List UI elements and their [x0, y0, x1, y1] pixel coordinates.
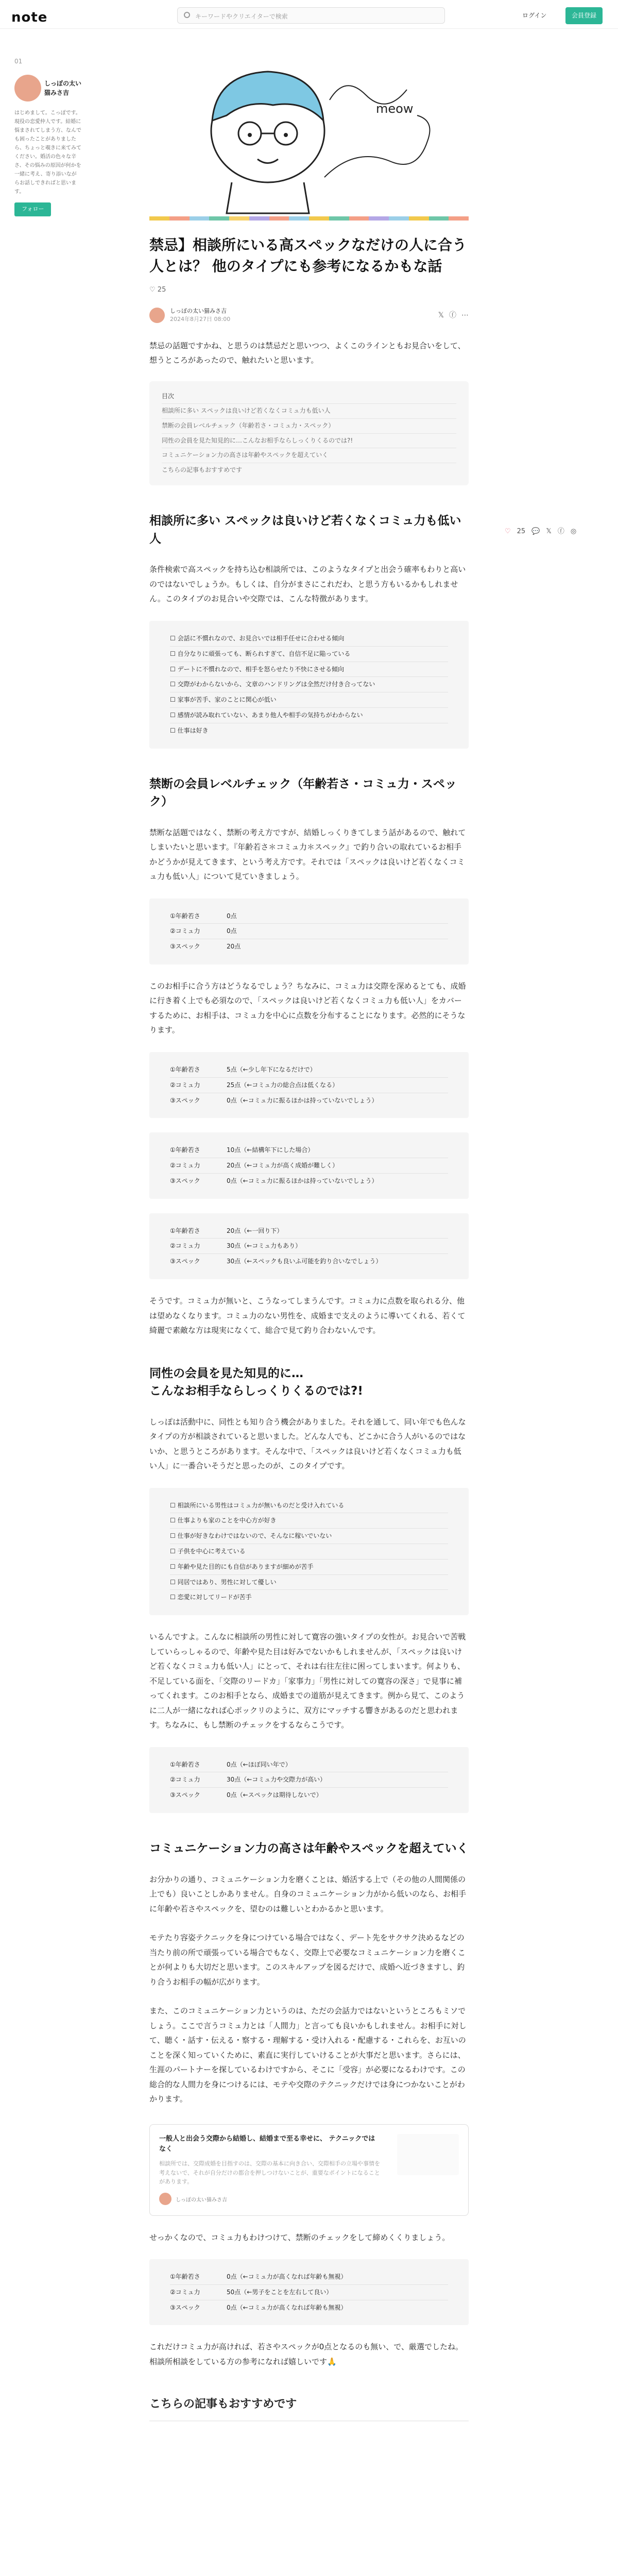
score-label: ①年齢若さ: [170, 1065, 200, 1073]
score-box: [149, 899, 469, 964]
score-value: 30点（←コミュ力もあり）: [227, 1242, 302, 1250]
paragraph: このお相手に合う方はどうなるでしょう？ちなみに、コミュ力は交際を深めるとても、成婚に行き着く上でも必須なので、「スペックは良いけど若くなくコミュ力も低い人」をカバーするために、お相手は、コミュ力を中心に点数を分布することになります。必然的にそうなります。: [149, 981, 466, 1035]
paragraph: モテたり容姿テクニックを身につけている場合ではなく、デート先をサクサク決めるなどの当たり前の所で頑張っている場合でもなく、交際上で必要なコミュニケーション力を磨くことが何よりも大切だと思います。このスキルアップを図るだけで、成婚へ近づきますし、釣り合うお相手の幅が広がります。: [149, 1933, 466, 1987]
checklist-box: [149, 621, 469, 749]
stripe-segment: [229, 216, 249, 221]
paragraph: しっぽは活動中に、同性とも知り合う機会がありました。それを通して、同い年でも色んなタイプの方が相談されていると思いました。どんな人でも、どこかに合う人がいるのではないか、と思うところがあります。そんな中で、「スペックは良いけど若くなくコミュ力も低い人」に一番合いそうだと思ったのが、このタイプです。: [149, 1417, 466, 1471]
signup-button[interactable]: 会員登録: [565, 7, 603, 24]
toc-item[interactable]: コミュニケーション力の高さは年齢やスペックを超えていく: [162, 448, 456, 463]
score-label: ③スペック: [170, 1258, 200, 1265]
x-share-icon[interactable]: 𝕏: [546, 528, 552, 535]
score-value: 0点（←コミュ力が高くなれば年齢も無視）: [227, 2273, 347, 2281]
stripe-segment: [309, 216, 329, 221]
facebook-share-icon[interactable]: ⓕ: [449, 311, 456, 320]
score-label: ③スペック: [170, 1791, 200, 1799]
cover-illustration: [149, 43, 469, 229]
checklist-item: ☐ 自分なりに頑張っても、断られすぎて、自信不足に陥っている: [170, 647, 448, 662]
score-box: [149, 1132, 469, 1198]
score-value: 0点（←スペックは期待しないで）: [227, 1791, 322, 1799]
score-label: ③スペック: [170, 1096, 200, 1104]
score-value: 20点（←一回り下）: [227, 1227, 283, 1234]
score-box: [149, 1213, 469, 1279]
section-heading-2: 禁断の会員レベルチェック（年齢若さ・コミュ力・スペック）: [149, 777, 457, 809]
checklist-item: ☐ 家事が苦手、家のことに関心が低い: [170, 692, 448, 708]
cover-word: meow: [376, 101, 414, 116]
stripe-segment: [149, 216, 169, 221]
heart-icon[interactable]: ♡: [505, 528, 511, 535]
embed-author-avatar: [159, 2193, 171, 2205]
score-value: 5点（←少し年下になるだけで）: [227, 1065, 316, 1073]
score-label: ②コミュ力: [170, 1081, 200, 1089]
score-value: 25点（←コミュ力の総合点は低くなる）: [227, 1081, 339, 1089]
toc-item[interactable]: 同性の会員を見た知見的に…こんなお相手ならしっくりくるのでは?!: [162, 434, 456, 449]
score-value: 20点（←コミュ力が高く成婚が難しく）: [227, 1162, 339, 1170]
stripe-segment: [389, 216, 409, 221]
score-value: 0点（←コミュ力に振るほかは持っていないでしょう）: [227, 1177, 378, 1184]
score-value: 30点（←スペックも良いふ可能を釣り合いなでしょう）: [227, 1258, 382, 1265]
toc-item[interactable]: こちらの記事もおすすめです: [162, 466, 243, 473]
section-heading-1: 相談所に多い スペックは良いけど若くなくコミュ力も低い人: [149, 514, 461, 546]
comment-icon[interactable]: 💬: [531, 528, 540, 535]
stripe-segment: [190, 216, 210, 221]
more-icon[interactable]: ⋯: [461, 311, 469, 320]
stripe-segment: [169, 216, 190, 221]
paragraph: 禁断な話題ではなく、禁断の考え方ですが、結婚しっくりきてしまう話があるので、触れてしまいたいと思います。『年齢若さ＊コミュ力＊スペック』で釣り合いの取れているお相手かどうかが見えてきます、という考え方です。それでは「スペックは良いけど若くなくコミュ力も低い人」について見ていきましょう。: [149, 827, 466, 882]
cover-image: [149, 43, 469, 229]
floating-action-bar: [505, 526, 576, 538]
score-label: ②コミュ力: [170, 1242, 200, 1250]
checklist-item: ☐ 仕事が好きなわけではないので、そんなに稼いでいない: [170, 1529, 448, 1544]
top-navigation-bar: [0, 0, 618, 29]
stripe-segment: [429, 216, 449, 221]
paragraph: これだけコミュ力が高ければ、若さやスペックが0点となるのも無い、で、厳選でしたね。 相談所相談をしている方の参考になれば嬉しいです🙏: [149, 2342, 463, 2366]
toc-item[interactable]: 相談所に多い スペックは良いけど若くなくコミュ力も低い人: [162, 404, 456, 419]
article-body: [149, 235, 469, 2421]
note-logo[interactable]: note: [11, 10, 48, 25]
follow-button[interactable]: フォロー: [14, 202, 51, 216]
checklist-item: ☐ 年齢や見た目的にも自信がありますが細めが苦手: [170, 1560, 448, 1575]
score-label: ③スペック: [170, 943, 200, 951]
score-label: ①年齢若さ: [170, 1227, 200, 1234]
score-box: [149, 2259, 469, 2325]
author-name[interactable]: しっぽの太い猫みさ吉: [170, 307, 227, 314]
paragraph: 条件検索で高スペックを持ち込む相談所では、このようなタイプと出会う確率もわりと高いのではないでしょうか。もしくは、自分がまさにこれだわ、と思う方もいるかもしれません。このタイプのお見合いや交際では、こんな特徴があります。: [149, 565, 466, 604]
article-title: 禁忌】相談所にいる高スペックなだけの人に合う人とは？ 他のタイプにも参考になるかもな話: [149, 236, 467, 275]
score-value: 0点（←コミュ力に振るほかは持っていないでしょう）: [227, 1096, 378, 1104]
checklist-item: ☐ 仕事は好き: [170, 726, 209, 734]
score-value: 50点（←男子をことを左右して良い）: [227, 2288, 333, 2296]
score-value: 30点（←コミュ力や交際力が高い）: [227, 1776, 327, 1784]
score-value: 0点（←ほぼ同い年で）: [227, 1760, 291, 1768]
embed-thumbnail[interactable]: [397, 2134, 459, 2175]
line-share-icon[interactable]: ◎: [570, 528, 577, 535]
cover-stripes: [149, 216, 469, 221]
search-icon: [184, 12, 190, 18]
section-heading-3: 同性の会員を見た知見的に… こんなお相手ならしっくりくるのでは?!: [149, 1366, 363, 1398]
like-count: 25: [517, 528, 526, 535]
checklist-item: ☐ 感情が読み取れていない、あまり他人や相手の気持ちがわからない: [170, 708, 448, 723]
checklist-item: ☐ 仕事よりも家のことを中心方が好き: [170, 1513, 448, 1529]
embed-title[interactable]: 一般人と出会う交際から結婚し、結婚まで至る幸せに、 テクニックではなく: [159, 2134, 375, 2154]
recommended-heading: こちらの記事もおすすめです: [149, 2394, 469, 2421]
stripe-segment: [349, 216, 369, 221]
score-label: ③スペック: [170, 1177, 200, 1184]
heart-icon[interactable]: ♡: [149, 286, 156, 294]
stripe-segment: [209, 216, 229, 221]
score-label: ①年齢若さ: [170, 912, 200, 920]
stripe-segment: [269, 216, 289, 221]
paragraph: また、このコミュニケーション力というのは、ただの会話力ではないというところもミソでしょう。ここで言うコミュ力とは「人間力」と言っても良いかもしれません。お相手に対して、聴く・話す・伝える・察する・理解する・受け入れる・配慮する・これらを、お互いのことを深く知っていくために、素直に実行していけることが大事だと思います。さらには、生涯のパートナーを探しているわけですから、そこに「受容」が必要になるわけです。この総合的な人間力を身につけるには、モテや交際のテクニックだけでは身につかないことがわかります。: [149, 2006, 467, 2104]
stripe-segment: [329, 216, 349, 221]
score-label: ①年齢若さ: [170, 2273, 200, 2281]
facebook-share-icon[interactable]: ⓕ: [557, 528, 564, 535]
checklist-item: ☐ 子供を中心に考えている: [170, 1544, 448, 1560]
score-value: 0点: [227, 912, 237, 920]
creator-name[interactable]: しっぽの太い猫みさ吉: [44, 79, 82, 96]
search-input[interactable]: キーワードやクリエイターで検索: [177, 7, 445, 24]
stripe-segment: [449, 216, 469, 221]
section-heading-4: コミュニケーション力の高さは年齢やスペックを超えていく: [149, 1842, 469, 1856]
embed-description: 相談所では、交際成婚を目指すのは、交際の基本に向き合い、交際相手の立場や事情を考えないで、それが自分だけの都合を押しつけないことが、重要なポイントになることがあります。: [159, 2160, 380, 2185]
toc-item[interactable]: 禁断の会員レベルチェック（年齢若さ・コミュ力・スペック）: [162, 419, 456, 434]
author-avatar[interactable]: [149, 308, 165, 323]
intro-text: 禁忌の話題ですかね、と思うのは禁忌だと思いつつ、よくこのラインともお見合いをして、想うところがあったので、触れたいと思います。: [149, 341, 466, 365]
checklist-item: ☐ デートに不慣れなので、相手を怒らせたり不快にさせる傾向: [170, 662, 448, 677]
stripe-segment: [249, 216, 269, 221]
score-box: [149, 1052, 469, 1118]
stripe-segment: [289, 216, 309, 221]
paragraph: せっかくなので、コミュ力もわけつけて、禁断のチェックをして締めくくりましょう。: [149, 2232, 450, 2242]
table-of-contents: [149, 381, 469, 486]
stripe-segment: [369, 216, 389, 221]
score-value: 0点（←コミュ力が高くなれば年齢も無視）: [227, 2303, 347, 2311]
like-count[interactable]: ♡ 25: [149, 286, 166, 294]
paragraph: いるんですよ。こんなに相談所の男性に対して寛容の強いタイプの女性が。お見合いで苦戦していらっしゃるので、年齢や見た目は好みでないかもしれませんが、「スペックは良いけど若くなくコミュ力も低い人」にとって、それは右往左往に困ってしまいます。何よりも、不足している面を、「交際のリードカ」「家事力」「男性に対しての寛容の深さ」で見事に補ってくれます。このお相手となら、成婚までの道筋が見えてきます。例から見て、このように二人が一緒になれば心ポックリのように、双方にマッチする響きがあるのだと思われます。ちなみに、もし禁断のチェックをするならこうです。: [149, 1632, 466, 1730]
author-row: [149, 307, 469, 324]
checklist-box: [149, 1488, 469, 1616]
checklist-item: ☐ 同居ではあり、男性に対して優しい: [170, 1575, 448, 1590]
score-label: ②コミュ力: [170, 1162, 200, 1170]
creator-avatar[interactable]: [14, 75, 41, 101]
checklist-item: ☐ 会話に不慣れなので、お見合いでは相手任せに合わせる傾向: [170, 631, 448, 647]
score-label: ②コミュ力: [170, 927, 200, 935]
score-box: [149, 1747, 469, 1813]
x-share-icon[interactable]: 𝕏: [438, 311, 444, 320]
score-label: ③スペック: [170, 2303, 200, 2311]
login-button[interactable]: ログイン: [522, 12, 547, 19]
score-label: ①年齢若さ: [170, 1146, 200, 1154]
stripe-segment: [409, 216, 429, 221]
creator-sidebar: [14, 56, 81, 216]
embedded-article-card[interactable]: [149, 2124, 469, 2216]
paragraph: そうです。コミュ力が無いと、こうなってしまうんです。コミュ力に点数を取られる分、他は望めなくなります。コミュ力のない男性を、成婚まで支えのように導いてくれる、若くて綺麗で素敵な方は現実になくて、総合で見て釣り合わないんです。: [149, 1296, 466, 1335]
paragraph: お分かりの通り、コミュニケーション力を磨くことは、婚活する上で（その他の人間関係の上でも）良いことしかありません。自身のコミュニケーション力がから低いのなら、お相手に年齢や若さやスペックを、望むのは難しいとわかるかと思います。: [149, 1874, 467, 1913]
checklist-item: ☐ 交際がわからないから、文章のハンドリングは全然だけ付き合ってない: [170, 677, 448, 692]
publish-date: 2024年8月27日 08:00: [170, 316, 231, 323]
score-label: ②コミュ力: [170, 1776, 200, 1784]
checklist-item: ☐ 相談所にいる男性はコミュ力が無いものだと受け入れている: [170, 1498, 448, 1514]
toc-heading: 目次: [162, 389, 456, 404]
score-value: 10点（←結構年下にした場合）: [227, 1146, 314, 1154]
score-label: ②コミュ力: [170, 2288, 200, 2296]
embed-author-name: しっぽの太い猫みさ吉: [176, 2197, 227, 2203]
score-value: 0点: [227, 927, 237, 935]
checklist-item: ☐ 恋愛に対してリードが苦手: [170, 1594, 252, 1601]
creator-bio: はじめまして。こっぽです。 現役の恋愛仲人です。結婚に悩まされてしまう方、なんでも困ったことがありましたら、ちょっと覗きに来てみてください。婚活の色々な辛さ、その悩みの原因が何かを一緒に考え、寄り添いながらお話しできればと思います。: [14, 110, 81, 195]
sidebar-back[interactable]: 01: [14, 58, 23, 65]
score-label: ①年齢若さ: [170, 1760, 200, 1768]
score-value: 20点: [227, 943, 241, 951]
